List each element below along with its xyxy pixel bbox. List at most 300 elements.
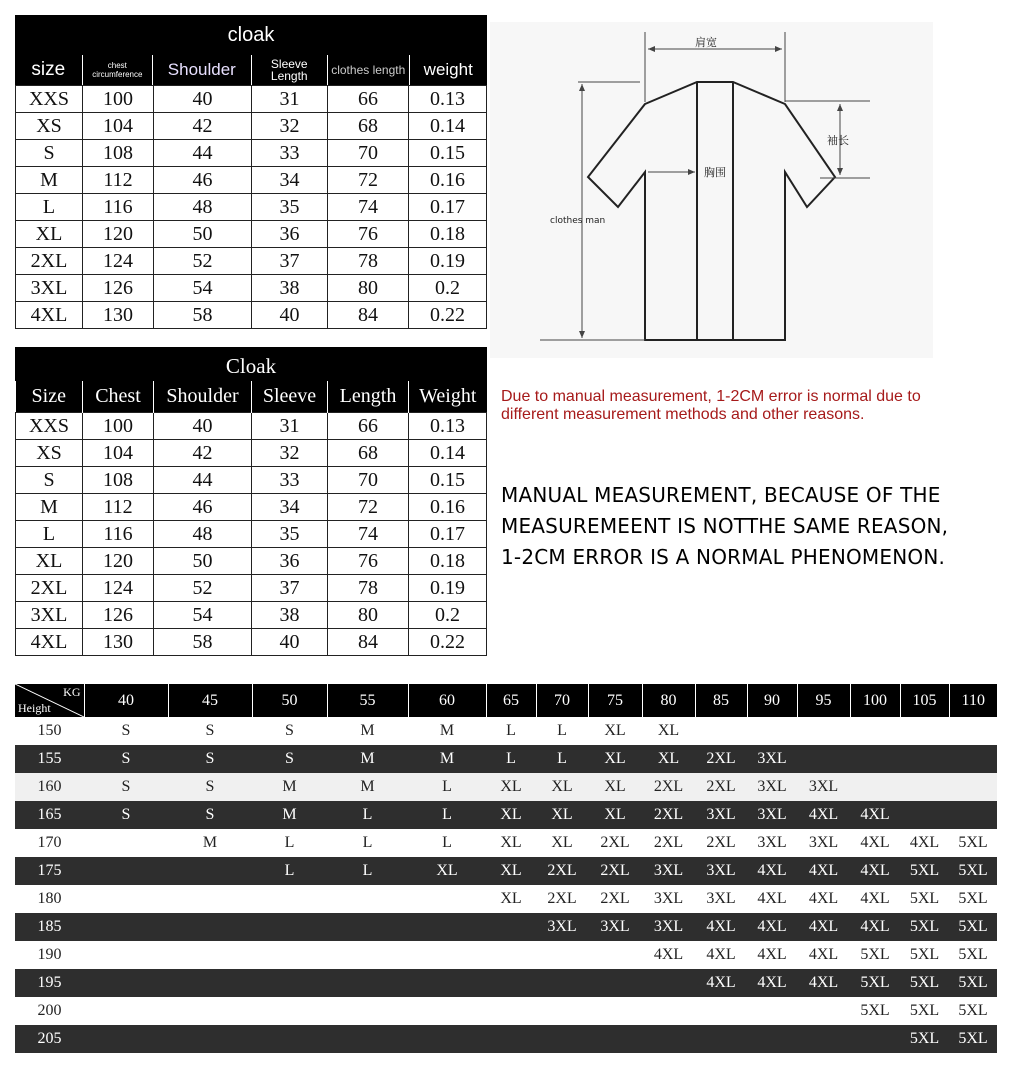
table2-cell: L xyxy=(16,521,83,548)
size-cell xyxy=(84,969,168,997)
weight-header-cell: 95 xyxy=(797,684,850,717)
size-cell: 3XL xyxy=(797,773,850,801)
size-cell xyxy=(252,885,327,913)
weight-header-cell: 70 xyxy=(536,684,588,717)
size-cell xyxy=(408,1025,486,1053)
size-cell xyxy=(536,969,588,997)
size-cell xyxy=(797,717,850,745)
table2-cell: 0.17 xyxy=(409,521,487,548)
size-cell xyxy=(642,997,695,1025)
table1-cell: 120 xyxy=(83,221,154,248)
size-cell xyxy=(84,829,168,857)
size-cell: 4XL xyxy=(850,801,900,829)
size-cell: 4XL xyxy=(747,885,797,913)
size-cell: L xyxy=(252,829,327,857)
height-row xyxy=(15,941,997,969)
size-cell: 4XL xyxy=(797,801,850,829)
size-cell xyxy=(486,997,536,1025)
size-cell xyxy=(949,801,997,829)
height-row xyxy=(15,829,997,857)
size-cell: 4XL xyxy=(797,913,850,941)
size-cell xyxy=(408,885,486,913)
size-cell xyxy=(588,969,642,997)
table2-header-cell: Weight xyxy=(409,381,487,413)
size-cell xyxy=(168,913,252,941)
table1-cell: 0.13 xyxy=(409,86,487,113)
size-cell: 5XL xyxy=(850,997,900,1025)
table1-cell: 0.18 xyxy=(409,221,487,248)
table1-cell: 50 xyxy=(154,221,252,248)
table2-cell: 54 xyxy=(154,602,252,629)
size-cell xyxy=(949,717,997,745)
size-table-cloak-1 xyxy=(15,15,487,329)
size-cell: 3XL xyxy=(695,801,747,829)
size-cell: 4XL xyxy=(850,885,900,913)
table2-cell: 0.22 xyxy=(409,629,487,656)
size-cell xyxy=(408,941,486,969)
table2-cell: 46 xyxy=(154,494,252,521)
table1-body xyxy=(15,85,487,329)
table2-row xyxy=(16,602,487,629)
size-cell: XL xyxy=(642,745,695,773)
size-cell: M xyxy=(327,717,408,745)
table1-row xyxy=(16,248,487,275)
size-cell xyxy=(850,745,900,773)
table2-cell: 34 xyxy=(252,494,328,521)
size-cell: XL xyxy=(536,773,588,801)
size-cell: 5XL xyxy=(900,885,949,913)
weight-header-cell: 105 xyxy=(900,684,949,717)
size-cell: XL xyxy=(588,801,642,829)
size-cell: S xyxy=(168,717,252,745)
weight-header-cell: 55 xyxy=(327,684,408,717)
size-cell xyxy=(536,997,588,1025)
size-cell: L xyxy=(536,717,588,745)
table1-cell: L xyxy=(16,194,83,221)
size-cell: 5XL xyxy=(850,969,900,997)
table2-cell: 78 xyxy=(328,575,409,602)
table1-row xyxy=(16,167,487,194)
table2-cell: 76 xyxy=(328,548,409,575)
size-cell xyxy=(747,1025,797,1053)
height-cell: 175 xyxy=(15,857,84,885)
table2-cell: 0.14 xyxy=(409,440,487,467)
table1-cell: XXS xyxy=(16,86,83,113)
table2-cell: 72 xyxy=(328,494,409,521)
table1-cell: 48 xyxy=(154,194,252,221)
size-cell xyxy=(797,745,850,773)
size-cell xyxy=(327,913,408,941)
table1-cell: M xyxy=(16,167,83,194)
note-line-3: 1-2CM ERROR IS A NORMAL PHENOMENON. xyxy=(501,545,946,569)
height-row xyxy=(15,885,997,913)
size-cell xyxy=(252,913,327,941)
table2-header-cell: Chest xyxy=(83,381,154,413)
note-line-2: MEASUREMEENT IS NOTTHE SAME REASON, xyxy=(501,514,949,538)
size-table-cloak-2 xyxy=(15,347,487,656)
table1-cell: 0.14 xyxy=(409,113,487,140)
table2-cell: S xyxy=(16,467,83,494)
size-cell xyxy=(588,1025,642,1053)
size-cell: 2XL xyxy=(695,745,747,773)
size-cell: XL xyxy=(588,717,642,745)
size-cell: M xyxy=(252,801,327,829)
size-cell: XL xyxy=(486,829,536,857)
size-cell: XL xyxy=(408,857,486,885)
table1-cell: XL xyxy=(16,221,83,248)
weight-header-cell: 90 xyxy=(747,684,797,717)
size-cell: XL xyxy=(588,745,642,773)
table2-cell: 40 xyxy=(154,413,252,440)
size-cell: 4XL xyxy=(642,941,695,969)
height-cell: 180 xyxy=(15,885,84,913)
weight-header-cell: 40 xyxy=(84,684,168,717)
size-cell: L xyxy=(327,801,408,829)
size-cell xyxy=(850,1025,900,1053)
table1-row xyxy=(16,221,487,248)
size-cell: 3XL xyxy=(797,829,850,857)
table1-cell: 80 xyxy=(328,275,409,302)
measurement-note-black xyxy=(501,480,981,573)
size-cell: L xyxy=(327,829,408,857)
table1-cell: 116 xyxy=(83,194,154,221)
size-cell xyxy=(327,1025,408,1053)
table1-cell: 33 xyxy=(252,140,328,167)
table1-header-weight: weight xyxy=(423,60,473,79)
table2-header-row xyxy=(16,381,487,413)
table2-cell: M xyxy=(16,494,83,521)
size-cell xyxy=(252,941,327,969)
size-cell xyxy=(168,885,252,913)
size-cell xyxy=(168,969,252,997)
height-cell: 200 xyxy=(15,997,84,1025)
size-cell: 5XL xyxy=(900,969,949,997)
corner-kg-label: KG xyxy=(63,685,81,699)
size-cell: 2XL xyxy=(642,829,695,857)
table1-cell: 3XL xyxy=(16,275,83,302)
size-cell xyxy=(797,997,850,1025)
table1-cell: 0.16 xyxy=(409,167,487,194)
size-cell xyxy=(327,969,408,997)
weight-header-cell: 50 xyxy=(252,684,327,717)
size-cell: L xyxy=(252,857,327,885)
table2-cell: 0.13 xyxy=(409,413,487,440)
size-cell: 2XL xyxy=(695,773,747,801)
table1-cell: 58 xyxy=(154,302,252,329)
size-cell: 5XL xyxy=(900,941,949,969)
size-cell: L xyxy=(486,717,536,745)
size-cell xyxy=(588,997,642,1025)
height-row xyxy=(15,913,997,941)
size-cell: 2XL xyxy=(642,773,695,801)
size-cell: 3XL xyxy=(642,857,695,885)
size-cell xyxy=(168,941,252,969)
size-cell: 5XL xyxy=(900,913,949,941)
size-cell: 4XL xyxy=(850,829,900,857)
table3-header-row xyxy=(15,684,997,717)
size-cell xyxy=(900,773,949,801)
table2-cell: 80 xyxy=(328,602,409,629)
measurement-diagram xyxy=(490,22,933,358)
weight-header-cell: 100 xyxy=(850,684,900,717)
size-cell xyxy=(747,717,797,745)
table2-cell: 0.15 xyxy=(409,467,487,494)
weight-header-cell: 45 xyxy=(168,684,252,717)
table1-cell: 31 xyxy=(252,86,328,113)
table1-row xyxy=(16,302,487,329)
table1-cell: 108 xyxy=(83,140,154,167)
table1-cell: 0.2 xyxy=(409,275,487,302)
size-cell: 4XL xyxy=(797,941,850,969)
length-label: clothes man xyxy=(550,216,606,226)
height-cell: 170 xyxy=(15,829,84,857)
table2-cell: 0.19 xyxy=(409,575,487,602)
size-cell: 3XL xyxy=(747,745,797,773)
height-cell: 185 xyxy=(15,913,84,941)
height-cell: 190 xyxy=(15,941,84,969)
size-cell: M xyxy=(327,745,408,773)
size-cell: 4XL xyxy=(850,857,900,885)
table2-cell: 74 xyxy=(328,521,409,548)
weight-header-cell: 85 xyxy=(695,684,747,717)
size-cell: 4XL xyxy=(747,913,797,941)
table1-cell: 68 xyxy=(328,113,409,140)
size-cell: 5XL xyxy=(949,997,997,1025)
size-cell xyxy=(327,885,408,913)
height-cell: 155 xyxy=(15,745,84,773)
size-cell: 3XL xyxy=(588,913,642,941)
table1-cell: 78 xyxy=(328,248,409,275)
table2-title: Cloak xyxy=(15,347,487,381)
size-cell: M xyxy=(327,773,408,801)
size-cell: 4XL xyxy=(747,969,797,997)
size-cell: 5XL xyxy=(949,829,997,857)
sleeve-length-label: 袖长 xyxy=(827,134,849,147)
size-cell: 2XL xyxy=(588,829,642,857)
table1-cell: 66 xyxy=(328,86,409,113)
chest-label: 胸围 xyxy=(704,166,726,179)
table2-cell: 112 xyxy=(83,494,154,521)
size-cell: S xyxy=(168,745,252,773)
size-cell: 4XL xyxy=(850,913,900,941)
garment-outline-svg xyxy=(490,22,933,358)
size-cell: 4XL xyxy=(797,885,850,913)
size-cell: 3XL xyxy=(642,885,695,913)
table2-cell: 48 xyxy=(154,521,252,548)
size-cell: 2XL xyxy=(536,885,588,913)
size-cell: 3XL xyxy=(695,857,747,885)
weight-header-cell: 60 xyxy=(408,684,486,717)
table1-cell: 4XL xyxy=(16,302,83,329)
table1-header-size: size xyxy=(15,55,83,85)
table2-row xyxy=(16,575,487,602)
table2-cell: 100 xyxy=(83,413,154,440)
table2-row xyxy=(16,413,487,440)
table2-header-cell: Size xyxy=(16,381,83,413)
size-cell xyxy=(642,1025,695,1053)
table1-row xyxy=(16,113,487,140)
table1-title: cloak xyxy=(15,15,487,55)
size-cell: M xyxy=(168,829,252,857)
size-cell: XL xyxy=(536,801,588,829)
size-cell: 5XL xyxy=(900,997,949,1025)
table1-row xyxy=(16,140,487,167)
size-cell xyxy=(850,773,900,801)
table1-cell: 112 xyxy=(83,167,154,194)
size-cell: 5XL xyxy=(949,1025,997,1053)
size-cell: 3XL xyxy=(747,801,797,829)
note-line-1: MANUAL MEASUREMENT, BECAUSE OF THE xyxy=(501,483,941,507)
table3-corner xyxy=(15,684,84,717)
table2-cell: 126 xyxy=(83,602,154,629)
size-cell: 2XL xyxy=(695,829,747,857)
size-cell xyxy=(536,1025,588,1053)
size-cell: 4XL xyxy=(695,941,747,969)
table1-cell: 130 xyxy=(83,302,154,329)
size-cell: L xyxy=(536,745,588,773)
size-cell: 5XL xyxy=(900,857,949,885)
weight-header-cell: 75 xyxy=(588,684,642,717)
size-cell: 2XL xyxy=(588,885,642,913)
size-cell: S xyxy=(252,745,327,773)
table1-header-chest: chest circumference xyxy=(83,55,154,85)
size-cell xyxy=(486,969,536,997)
size-cell xyxy=(850,717,900,745)
size-cell xyxy=(642,969,695,997)
table2-cell: 120 xyxy=(83,548,154,575)
size-cell: XL xyxy=(486,801,536,829)
size-cell xyxy=(84,913,168,941)
table1-header-sleeve: Sleeve Length xyxy=(252,55,329,85)
shoulder-width-label: 肩宽 xyxy=(695,36,717,49)
size-cell xyxy=(486,1025,536,1053)
size-cell: 4XL xyxy=(797,857,850,885)
height-row xyxy=(15,745,997,773)
table2-cell: 38 xyxy=(252,602,328,629)
measurement-note-red: Due to manual measurement, 1-2CM error is normal due to different measurement methods and other reasons. xyxy=(501,388,921,423)
size-cell: M xyxy=(408,717,486,745)
table2-row xyxy=(16,548,487,575)
size-cell: 4XL xyxy=(747,857,797,885)
size-cell xyxy=(588,941,642,969)
table2-cell: 68 xyxy=(328,440,409,467)
table1-cell: 124 xyxy=(83,248,154,275)
size-cell: 5XL xyxy=(850,941,900,969)
size-cell: S xyxy=(84,717,168,745)
height-row xyxy=(15,857,997,885)
size-cell xyxy=(486,913,536,941)
size-cell: 2XL xyxy=(536,857,588,885)
table2-cell: 70 xyxy=(328,467,409,494)
size-cell: L xyxy=(486,745,536,773)
size-cell xyxy=(797,1025,850,1053)
size-cell: L xyxy=(327,857,408,885)
size-cell: 2XL xyxy=(642,801,695,829)
size-cell: 4XL xyxy=(747,941,797,969)
height-row xyxy=(15,773,997,801)
table2-cell: 108 xyxy=(83,467,154,494)
table2-cell: 3XL xyxy=(16,602,83,629)
table1-header-length: clothes length xyxy=(328,55,409,85)
size-cell: M xyxy=(408,745,486,773)
height-cell: 195 xyxy=(15,969,84,997)
height-cell: 165 xyxy=(15,801,84,829)
size-cell: S xyxy=(252,717,327,745)
size-cell: XL xyxy=(642,717,695,745)
size-cell xyxy=(949,745,997,773)
size-cell: 4XL xyxy=(797,969,850,997)
size-cell: L xyxy=(408,801,486,829)
table2-cell: 124 xyxy=(83,575,154,602)
table2-header-cell: Sleeve xyxy=(252,381,328,413)
table1-cell: XS xyxy=(16,113,83,140)
size-cell xyxy=(84,1025,168,1053)
size-cell xyxy=(900,717,949,745)
size-cell: 5XL xyxy=(949,857,997,885)
size-cell xyxy=(168,997,252,1025)
table1-row xyxy=(16,275,487,302)
table1-cell: 100 xyxy=(83,86,154,113)
size-cell: L xyxy=(408,773,486,801)
size-cell: 3XL xyxy=(747,773,797,801)
size-cell xyxy=(747,997,797,1025)
table2-cell: 58 xyxy=(154,629,252,656)
table1-cell: 104 xyxy=(83,113,154,140)
size-cell: S xyxy=(84,801,168,829)
size-cell xyxy=(168,1025,252,1053)
height-cell: 205 xyxy=(15,1025,84,1053)
table2-cell: 40 xyxy=(252,629,328,656)
table2-body xyxy=(15,381,487,656)
size-cell xyxy=(252,997,327,1025)
table2-cell: 37 xyxy=(252,575,328,602)
table1-cell: 38 xyxy=(252,275,328,302)
size-cell: S xyxy=(168,801,252,829)
table1-cell: 40 xyxy=(252,302,328,329)
size-cell: S xyxy=(168,773,252,801)
size-cell xyxy=(949,773,997,801)
size-cell: 4XL xyxy=(695,969,747,997)
height-cell: 150 xyxy=(15,717,84,745)
size-cell xyxy=(695,997,747,1025)
size-cell: 3XL xyxy=(536,913,588,941)
table1-cell: 34 xyxy=(252,167,328,194)
table2-cell: 84 xyxy=(328,629,409,656)
size-cell xyxy=(486,941,536,969)
table1-cell: 72 xyxy=(328,167,409,194)
table1-cell: 36 xyxy=(252,221,328,248)
table1-header-shoulder: Shoulder xyxy=(153,55,251,85)
table2-cell: 31 xyxy=(252,413,328,440)
height-row xyxy=(15,969,997,997)
table1-row xyxy=(16,194,487,221)
height-row xyxy=(15,1025,997,1053)
table2-cell: 33 xyxy=(252,467,328,494)
table2-cell: XXS xyxy=(16,413,83,440)
table2-cell: 36 xyxy=(252,548,328,575)
table2-cell: 0.2 xyxy=(409,602,487,629)
table2-cell: 4XL xyxy=(16,629,83,656)
table1-cell: 40 xyxy=(154,86,252,113)
table1-cell: 52 xyxy=(154,248,252,275)
height-row xyxy=(15,801,997,829)
table1-cell: 37 xyxy=(252,248,328,275)
table1-cell: 0.22 xyxy=(409,302,487,329)
weight-header-cell: 65 xyxy=(486,684,536,717)
table2-cell: 35 xyxy=(252,521,328,548)
table1-cell: 32 xyxy=(252,113,328,140)
table1-cell: 0.19 xyxy=(409,248,487,275)
